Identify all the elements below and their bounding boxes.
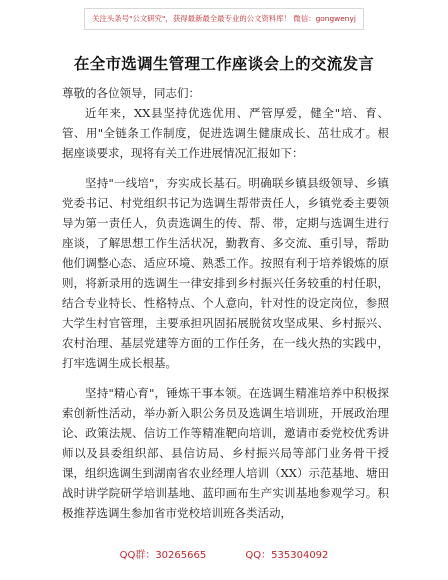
document-body [62,103,389,533]
footer-qq-group: QQ群：30265665 [119,550,207,561]
footer-contact [0,546,448,561]
paragraph-training: 坚持"一线培"，夯实成长基石。明确联乡镇县级领导、乡镇党委书记、村党组织书记为选调生帮带责任人，乡镇党委主要领导为第一责任人，负责选调生的传、帮、带，定期与选调生进行座谈，了解思想工作生活状况，勤教育、多交流、重引导，帮助他们调整心态、适应环境、熟悉工作。按照有利于培养锻炼的原则，将新录用的选调生一律安排到乡村振兴任务较重的村任职，结合专业特长、性格特点、个人意向，针对性的设定岗位，参照大学生村官管理，主要承担巩固拓展脱贫攻坚成果、乡村振兴、农村治理、基层党建等方面的工作任务，在一线火热的实践中，打牢选调生成长根基。 [62,176,389,370]
footer-qq: QQ：535304092 [245,550,329,561]
paragraph-intro: 近年来，XX县坚持优选优用、严管厚爱，健全"培、育、管、用"全链条工作制度，促进选调生健康成长、茁壮成才。根据座谈要求，现将有关工作进展情况汇报如下： [62,106,389,160]
paragraph-cultivation: 坚持"精心育"，锤炼干事本领。在选调生精准培养中积极探索创新性活动，举办新入职公务员及选调生培训班，开展政治理论、政策法规、信访工作等精准靶向培训，邀请市委党校优秀讲师以及县委组织部、县信访局、乡村振兴局等部门业务骨干授课，组织选调生到湖南省农业经理人培训（XX）示范基地、塘田战时讲学院研学培训基地、蓝印画布生产实训基地参观学习。积极推荐选调生参加省市党校培训班各类活动， [62,386,389,520]
header-notice-banner: 关注头条号"公文研究"，获得最新最全最专业的公文资料库！ 微信：gongwenyj [84,8,364,30]
document-title: 在全市选调生管理工作座谈会上的交流发言 [73,55,375,73]
salutation: 尊敬的各位领导，同志们： [62,86,200,100]
